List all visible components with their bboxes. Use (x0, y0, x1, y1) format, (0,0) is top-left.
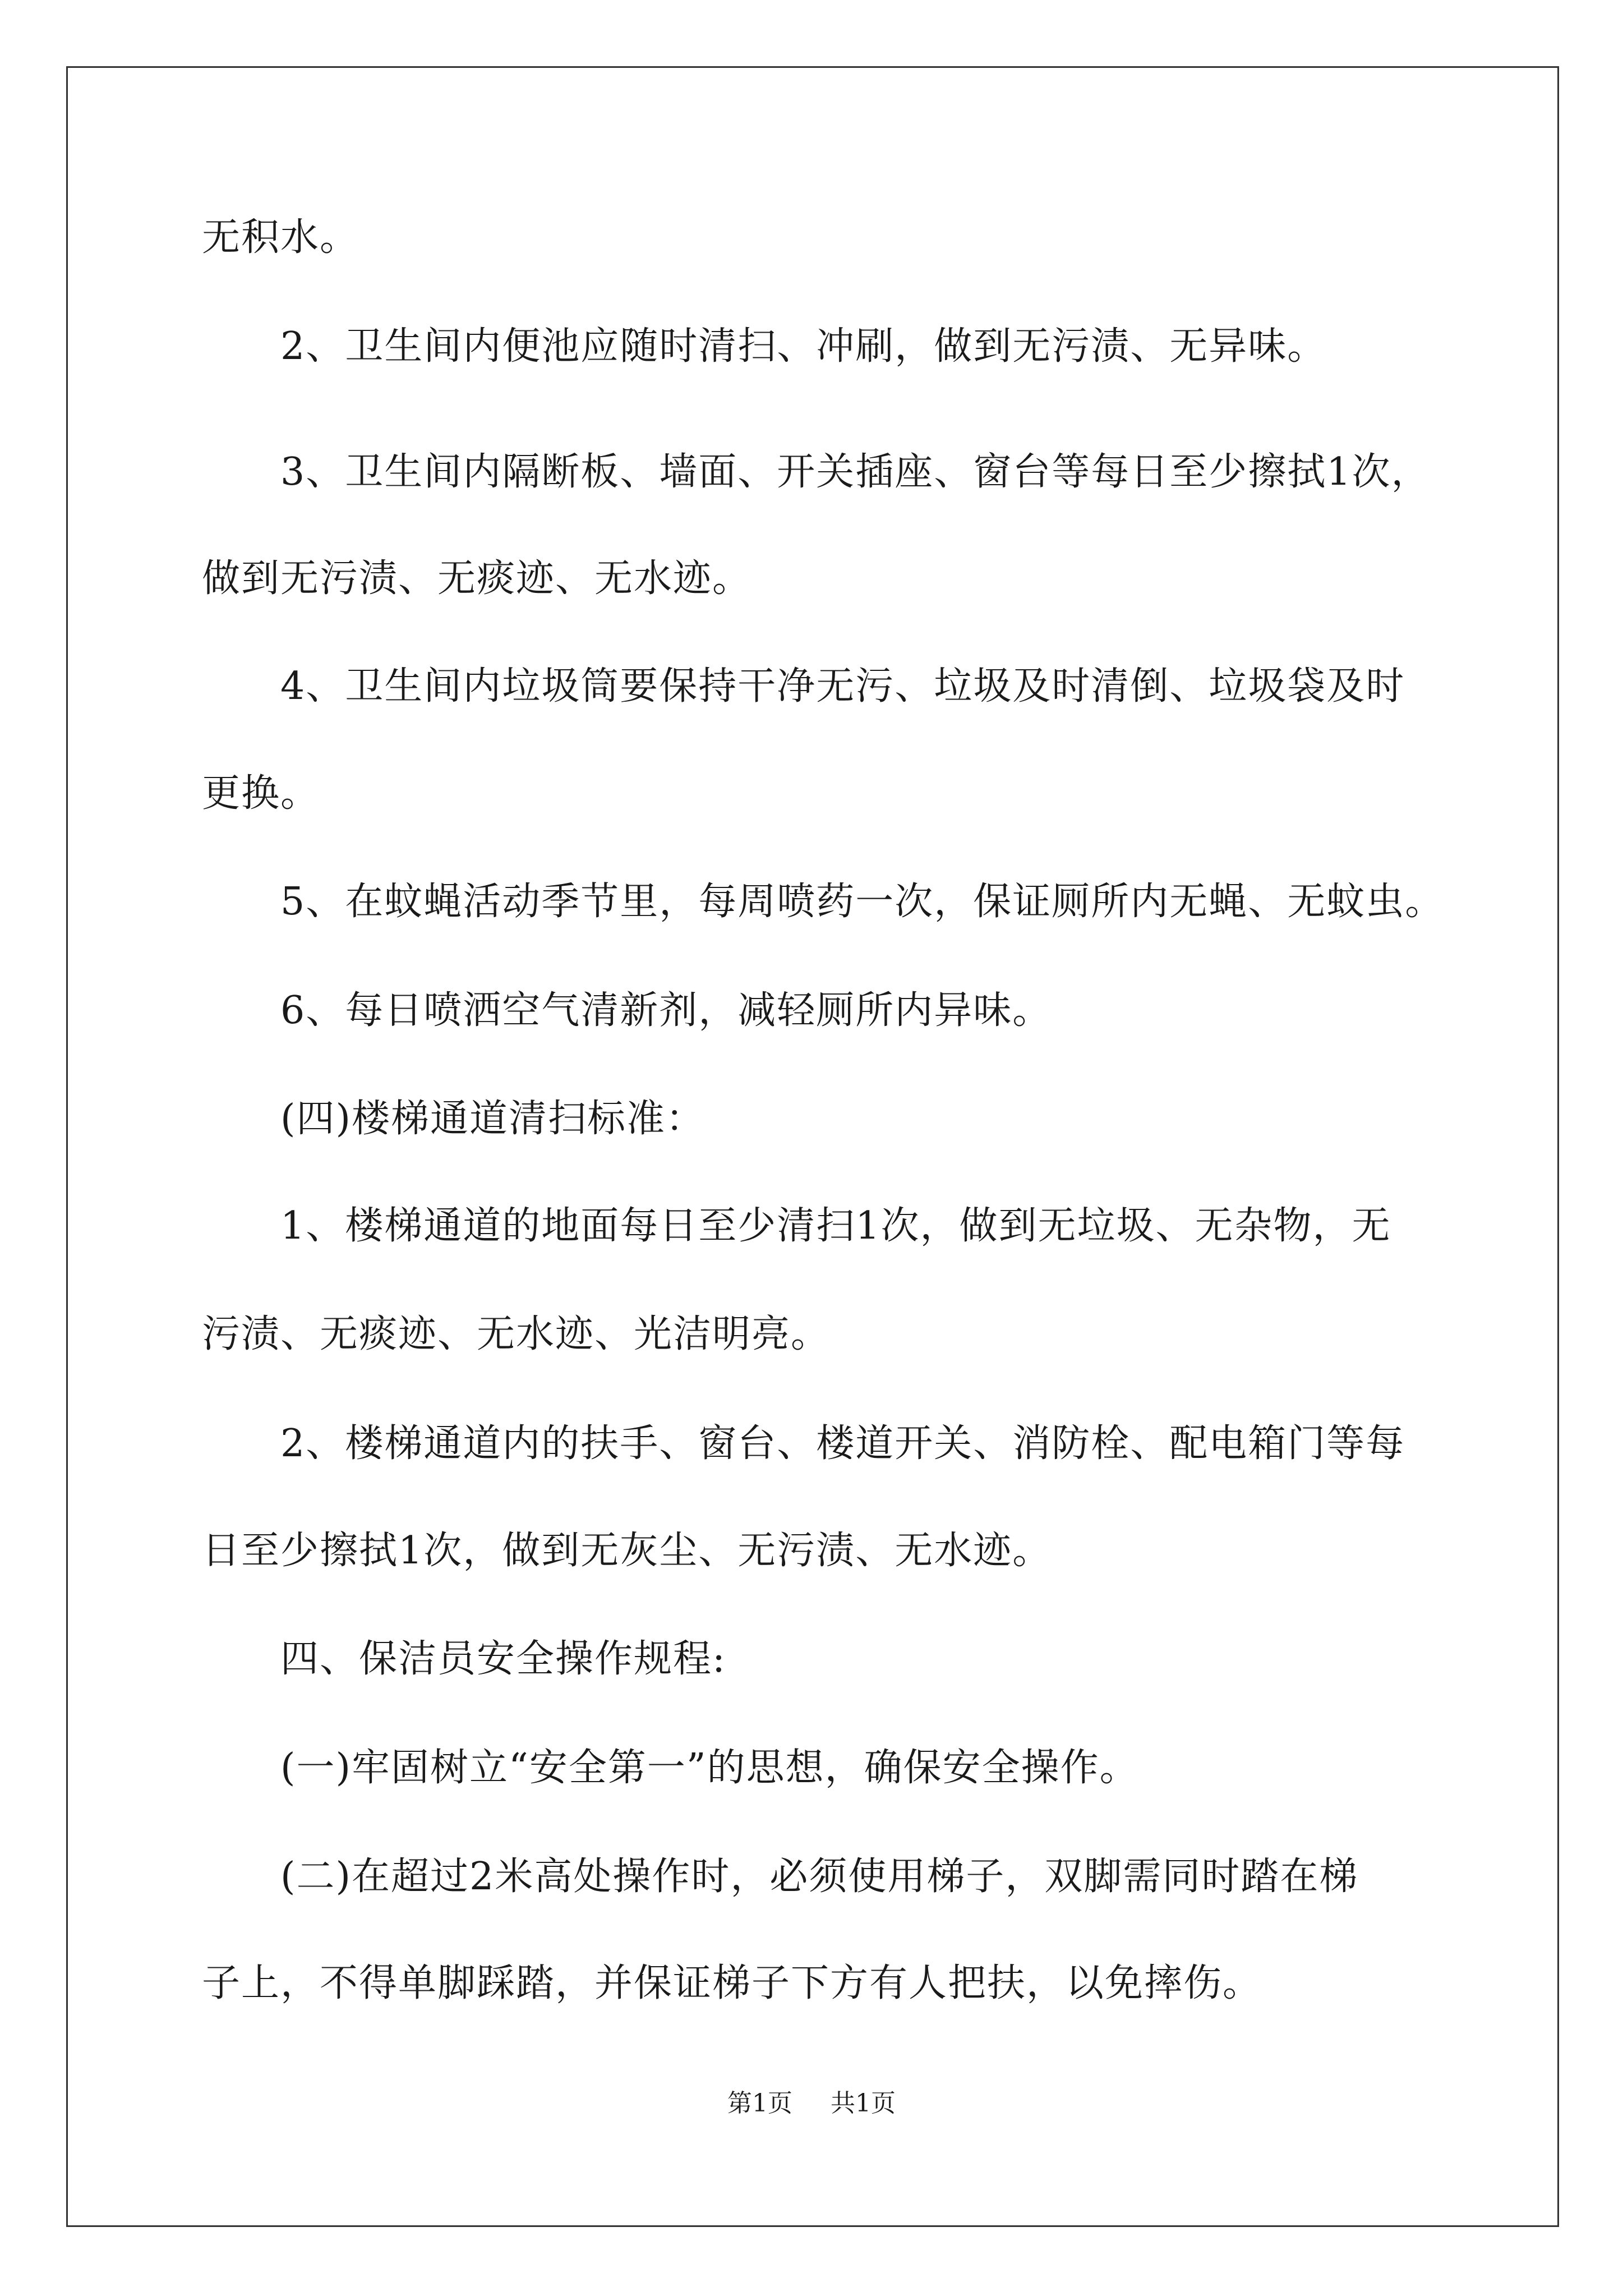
body-line-7: 5、在蚊蝇活动季节里，每周喷药一次，保证厕所内无蝇、无蚊虫。 (280, 880, 1445, 924)
body-line-15: (一)牢固树立“安全第一”的思想，确保安全操作。 (280, 1746, 1139, 1790)
body-line-12: 2、楼梯通道内的扶手、窗台、楼道开关、消防栓、配电箱门等每 (280, 1421, 1405, 1466)
body-line-4: 做到无污渍、无痰迹、无水迹。 (202, 556, 752, 601)
page-footer (0, 2090, 1623, 2118)
body-line-14: 四、保洁员安全操作规程: (280, 1637, 726, 1681)
body-line-6: 更换。 (202, 771, 320, 816)
body-line-13: 日至少擦拭1次，做到无灰尘、无污渍、无水迹。 (202, 1529, 1052, 1573)
body-line-16: (二)在超过2米高处操作时，必须使用梯子，双脚需同时踏在梯 (280, 1855, 1359, 1899)
body-line-8: 6、每日喷洒空气清新剂，减轻厕所内异味。 (280, 988, 1052, 1033)
body-line-11: 污渍、无痰迹、无水迹、光洁明亮。 (202, 1312, 831, 1356)
page-number: 第1页 (727, 2089, 792, 2118)
page-total: 共1页 (831, 2089, 896, 2118)
body-line-10: 1、楼梯通道的地面每日至少清扫1次，做到无垃圾、无杂物，无 (280, 1204, 1391, 1248)
body-line-3: 3、卫生间内隔断板、墙面、开关插座、窗台等每日至少擦拭1次， (280, 450, 1431, 494)
body-line-9: (四)楼梯通道清扫标准： (280, 1097, 706, 1141)
body-line-17: 子上，不得单脚踩踏，并保证梯子下方有人把扶，以免摔伤。 (202, 1961, 1262, 2005)
body-line-5: 4、卫生间内垃圾筒要保持干净无污、垃圾及时清倒、垃圾袋及时 (280, 664, 1405, 708)
body-line-2: 2、卫生间内便池应随时清扫、冲刷，做到无污渍、无异味。 (280, 324, 1327, 369)
body-line-1: 无积水。 (202, 215, 359, 260)
page-frame (66, 66, 1559, 2227)
